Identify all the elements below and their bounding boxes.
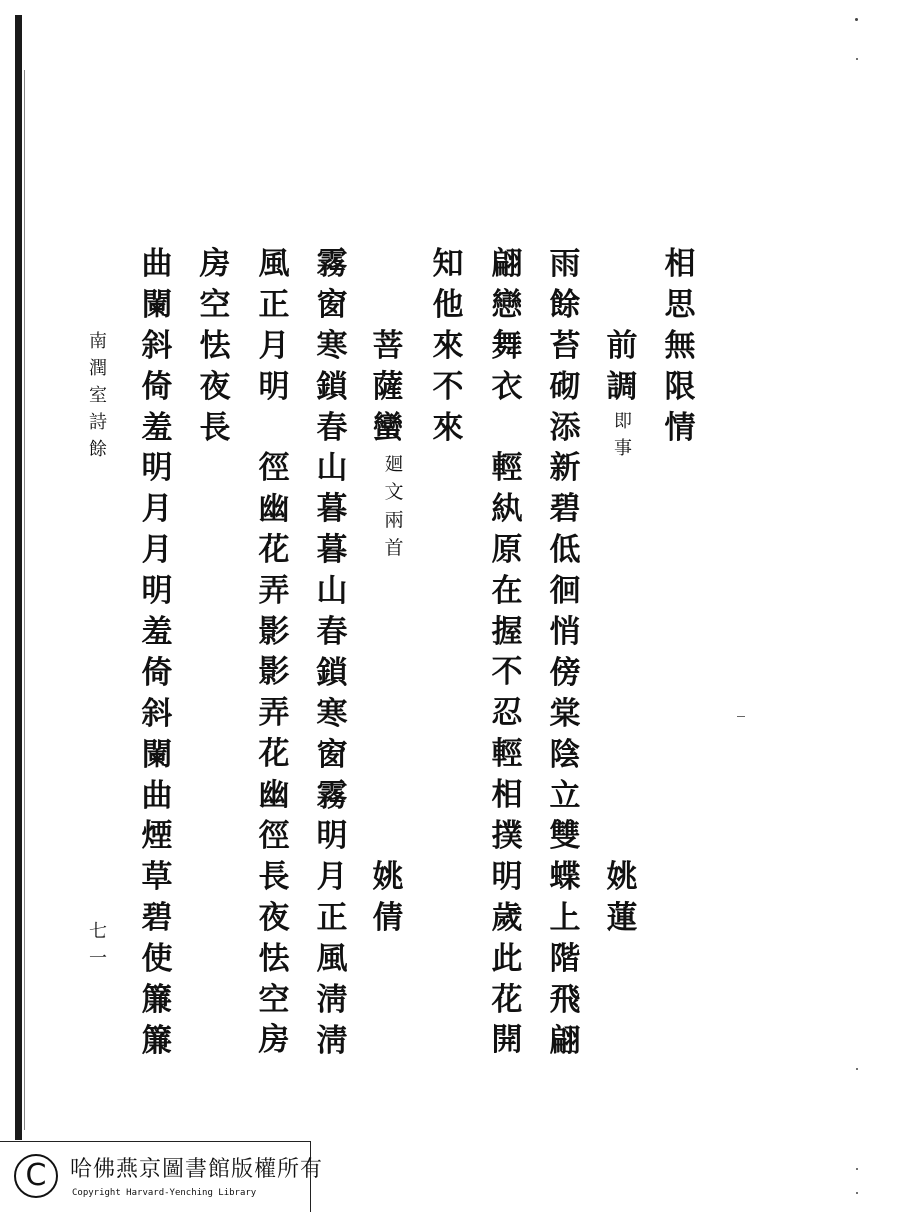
glyph: 廻 <box>384 453 404 475</box>
glyph: 羞 <box>141 409 173 446</box>
glyph: 陰 <box>549 736 581 773</box>
poem-line-column <box>137 244 177 1062</box>
glyph: 房 <box>258 1022 290 1059</box>
glyph: 原 <box>491 531 523 568</box>
glyph: 長 <box>258 858 290 895</box>
glyph: 添 <box>549 409 581 446</box>
glyph: 斜 <box>141 695 173 732</box>
glyph: 花 <box>258 531 290 568</box>
binding-edge <box>15 15 22 1140</box>
glyph: 事 <box>614 438 632 459</box>
glyph: 室 <box>89 385 107 406</box>
glyph: 草 <box>141 859 173 896</box>
glyph: 使 <box>141 941 173 978</box>
glyph: 低 <box>549 532 581 569</box>
glyph: 餘 <box>89 439 107 460</box>
glyph: 山 <box>316 573 348 610</box>
glyph: 餘 <box>549 286 581 323</box>
poem-line-column <box>487 244 527 408</box>
glyph: 蠻 <box>372 409 404 446</box>
poem-line-column <box>545 244 585 1062</box>
glyph: 霧 <box>316 777 348 814</box>
glyph: 幽 <box>258 777 290 814</box>
poem-title-column <box>660 244 700 448</box>
glyph: 首 <box>384 537 404 559</box>
glyph: 月 <box>316 859 348 896</box>
glyph: 他 <box>432 286 464 323</box>
glyph: 翩 <box>491 246 523 282</box>
glyph: 寒 <box>316 327 348 364</box>
glyph: 闌 <box>141 286 173 323</box>
glyph: 知 <box>432 246 464 282</box>
glyph: 棠 <box>549 695 581 732</box>
glyph: 長 <box>199 409 231 446</box>
glyph: 在 <box>491 572 523 609</box>
glyph: 即 <box>614 411 632 432</box>
glyph: 煙 <box>141 818 173 855</box>
book-title-column <box>86 328 110 463</box>
poem-line-column <box>195 244 235 448</box>
scan-speck <box>855 18 858 21</box>
glyph: 文 <box>384 481 404 503</box>
glyph: 舞 <box>491 327 523 364</box>
glyph: 空 <box>199 286 231 323</box>
glyph: 花 <box>258 736 290 773</box>
glyph: 幽 <box>258 490 290 527</box>
glyph: 姚 <box>372 859 404 895</box>
glyph: 正 <box>316 900 348 937</box>
scan-speck <box>856 1168 858 1170</box>
glyph: 怯 <box>258 940 290 977</box>
glyph: 歲 <box>491 899 523 936</box>
glyph: 飛 <box>549 982 581 1019</box>
glyph: 夜 <box>199 368 231 405</box>
poem-line-column <box>254 448 294 1061</box>
copyright-stamp <box>0 1141 324 1212</box>
glyph: 雙 <box>549 818 581 855</box>
poem-line-column <box>428 244 468 448</box>
glyph: 暮 <box>316 532 348 569</box>
glyph: 簾 <box>141 1022 173 1059</box>
glyph: 明 <box>141 573 173 610</box>
glyph: 碧 <box>549 491 581 528</box>
glyph: 蝶 <box>549 859 581 896</box>
glyph: 弄 <box>258 695 290 732</box>
glyph: 來 <box>432 327 464 364</box>
poem-line-column <box>254 244 294 408</box>
glyph: 鎖 <box>316 368 348 405</box>
copyright-subtitle: Copyright Harvard-Yenching Library <box>72 1188 257 1198</box>
glyph: 薩 <box>372 368 404 405</box>
glyph: 影 <box>258 613 290 650</box>
glyph: 曲 <box>141 246 173 282</box>
glyph: 春 <box>316 409 348 446</box>
glyph: 前 <box>606 328 638 364</box>
glyph: 七 <box>89 921 107 942</box>
glyph: 握 <box>491 613 523 650</box>
glyph: 姚 <box>606 859 638 895</box>
poem-line-column <box>487 448 527 1061</box>
author-column <box>368 857 408 939</box>
glyph: 春 <box>316 614 348 651</box>
glyph: 碧 <box>141 900 173 937</box>
glyph: 紈 <box>491 490 523 527</box>
glyph: 無 <box>664 327 696 364</box>
glyph: 翩 <box>549 1022 581 1059</box>
glyph: 明 <box>141 450 173 487</box>
glyph: 南 <box>89 331 107 352</box>
glyph: 月 <box>141 491 173 528</box>
glyph: 怯 <box>199 327 231 364</box>
glyph: 傍 <box>549 654 581 691</box>
glyph: 空 <box>258 981 290 1018</box>
glyph: 衣 <box>491 368 523 405</box>
poem-line-column <box>312 244 352 1062</box>
glyph: 階 <box>549 941 581 978</box>
glyph: 鎖 <box>316 654 348 691</box>
glyph: 限 <box>664 368 696 405</box>
glyph: 菩 <box>372 328 404 364</box>
glyph: 上 <box>549 900 581 937</box>
glyph: 窗 <box>316 286 348 323</box>
glyph: 潤 <box>89 358 107 379</box>
glyph: 弄 <box>258 572 290 609</box>
page-number-column <box>86 918 110 972</box>
glyph: 明 <box>258 368 290 405</box>
glyph: 寒 <box>316 695 348 732</box>
glyph: 徊 <box>549 573 581 610</box>
glyph: 影 <box>258 654 290 691</box>
glyph: 窗 <box>316 736 348 773</box>
tune-title-column <box>368 326 408 449</box>
tune-note-column <box>611 408 635 462</box>
glyph: 闌 <box>141 736 173 773</box>
glyph: 淸 <box>316 1022 348 1059</box>
glyph: 明 <box>491 858 523 895</box>
glyph: 忍 <box>491 695 523 732</box>
glyph: 月 <box>141 532 173 569</box>
glyph: 倚 <box>141 654 173 691</box>
glyph: 正 <box>258 286 290 323</box>
glyph: 徑 <box>258 818 290 855</box>
glyph: 雨 <box>549 246 581 282</box>
binding-line <box>24 70 25 1130</box>
glyph: 不 <box>432 368 464 405</box>
glyph: 輕 <box>491 450 523 486</box>
glyph: 調 <box>606 368 638 405</box>
glyph: 思 <box>664 286 696 323</box>
scan-speck <box>856 1192 858 1194</box>
glyph: 立 <box>549 777 581 814</box>
glyph: 相 <box>664 246 696 282</box>
tune-title-column <box>602 326 642 408</box>
glyph: 房 <box>199 246 231 282</box>
glyph: 倚 <box>141 368 173 405</box>
glyph: 此 <box>491 940 523 977</box>
glyph: 斜 <box>141 327 173 364</box>
glyph: 新 <box>549 450 581 487</box>
glyph: 花 <box>491 981 523 1018</box>
glyph: 兩 <box>384 509 404 531</box>
glyph: 詩 <box>89 412 107 433</box>
glyph: 山 <box>316 450 348 487</box>
scan-speck <box>856 1068 858 1070</box>
glyph: 月 <box>258 327 290 364</box>
glyph: 明 <box>316 818 348 855</box>
glyph: 撲 <box>491 818 523 855</box>
scan-speck <box>856 58 858 60</box>
glyph: 淸 <box>316 982 348 1019</box>
glyph: 倩 <box>372 899 404 936</box>
glyph: 來 <box>432 409 464 446</box>
glyph: 曲 <box>141 777 173 814</box>
glyph: 苔 <box>549 327 581 364</box>
glyph: 開 <box>491 1022 523 1059</box>
glyph: 砌 <box>549 368 581 405</box>
glyph: 風 <box>316 941 348 978</box>
copyright-icon: C <box>14 1154 58 1198</box>
glyph: 情 <box>664 409 696 446</box>
glyph: 夜 <box>258 899 290 936</box>
glyph: 一 <box>89 948 107 969</box>
glyph: 風 <box>258 246 290 282</box>
glyph: 暮 <box>316 491 348 528</box>
glyph: 戀 <box>491 286 523 323</box>
author-column <box>602 857 642 939</box>
copyright-title: 哈佛燕京圖書館版權所有 <box>70 1157 324 1182</box>
glyph: 徑 <box>258 450 290 486</box>
glyph: 悄 <box>549 614 581 651</box>
tune-note-column <box>382 450 406 562</box>
glyph: 輕 <box>491 736 523 773</box>
scan-mark <box>737 716 745 717</box>
glyph: 羞 <box>141 614 173 651</box>
glyph: 相 <box>491 777 523 814</box>
glyph: 簾 <box>141 982 173 1019</box>
glyph: 霧 <box>316 246 348 282</box>
glyph: 蓮 <box>606 899 638 936</box>
glyph: 不 <box>491 654 523 691</box>
